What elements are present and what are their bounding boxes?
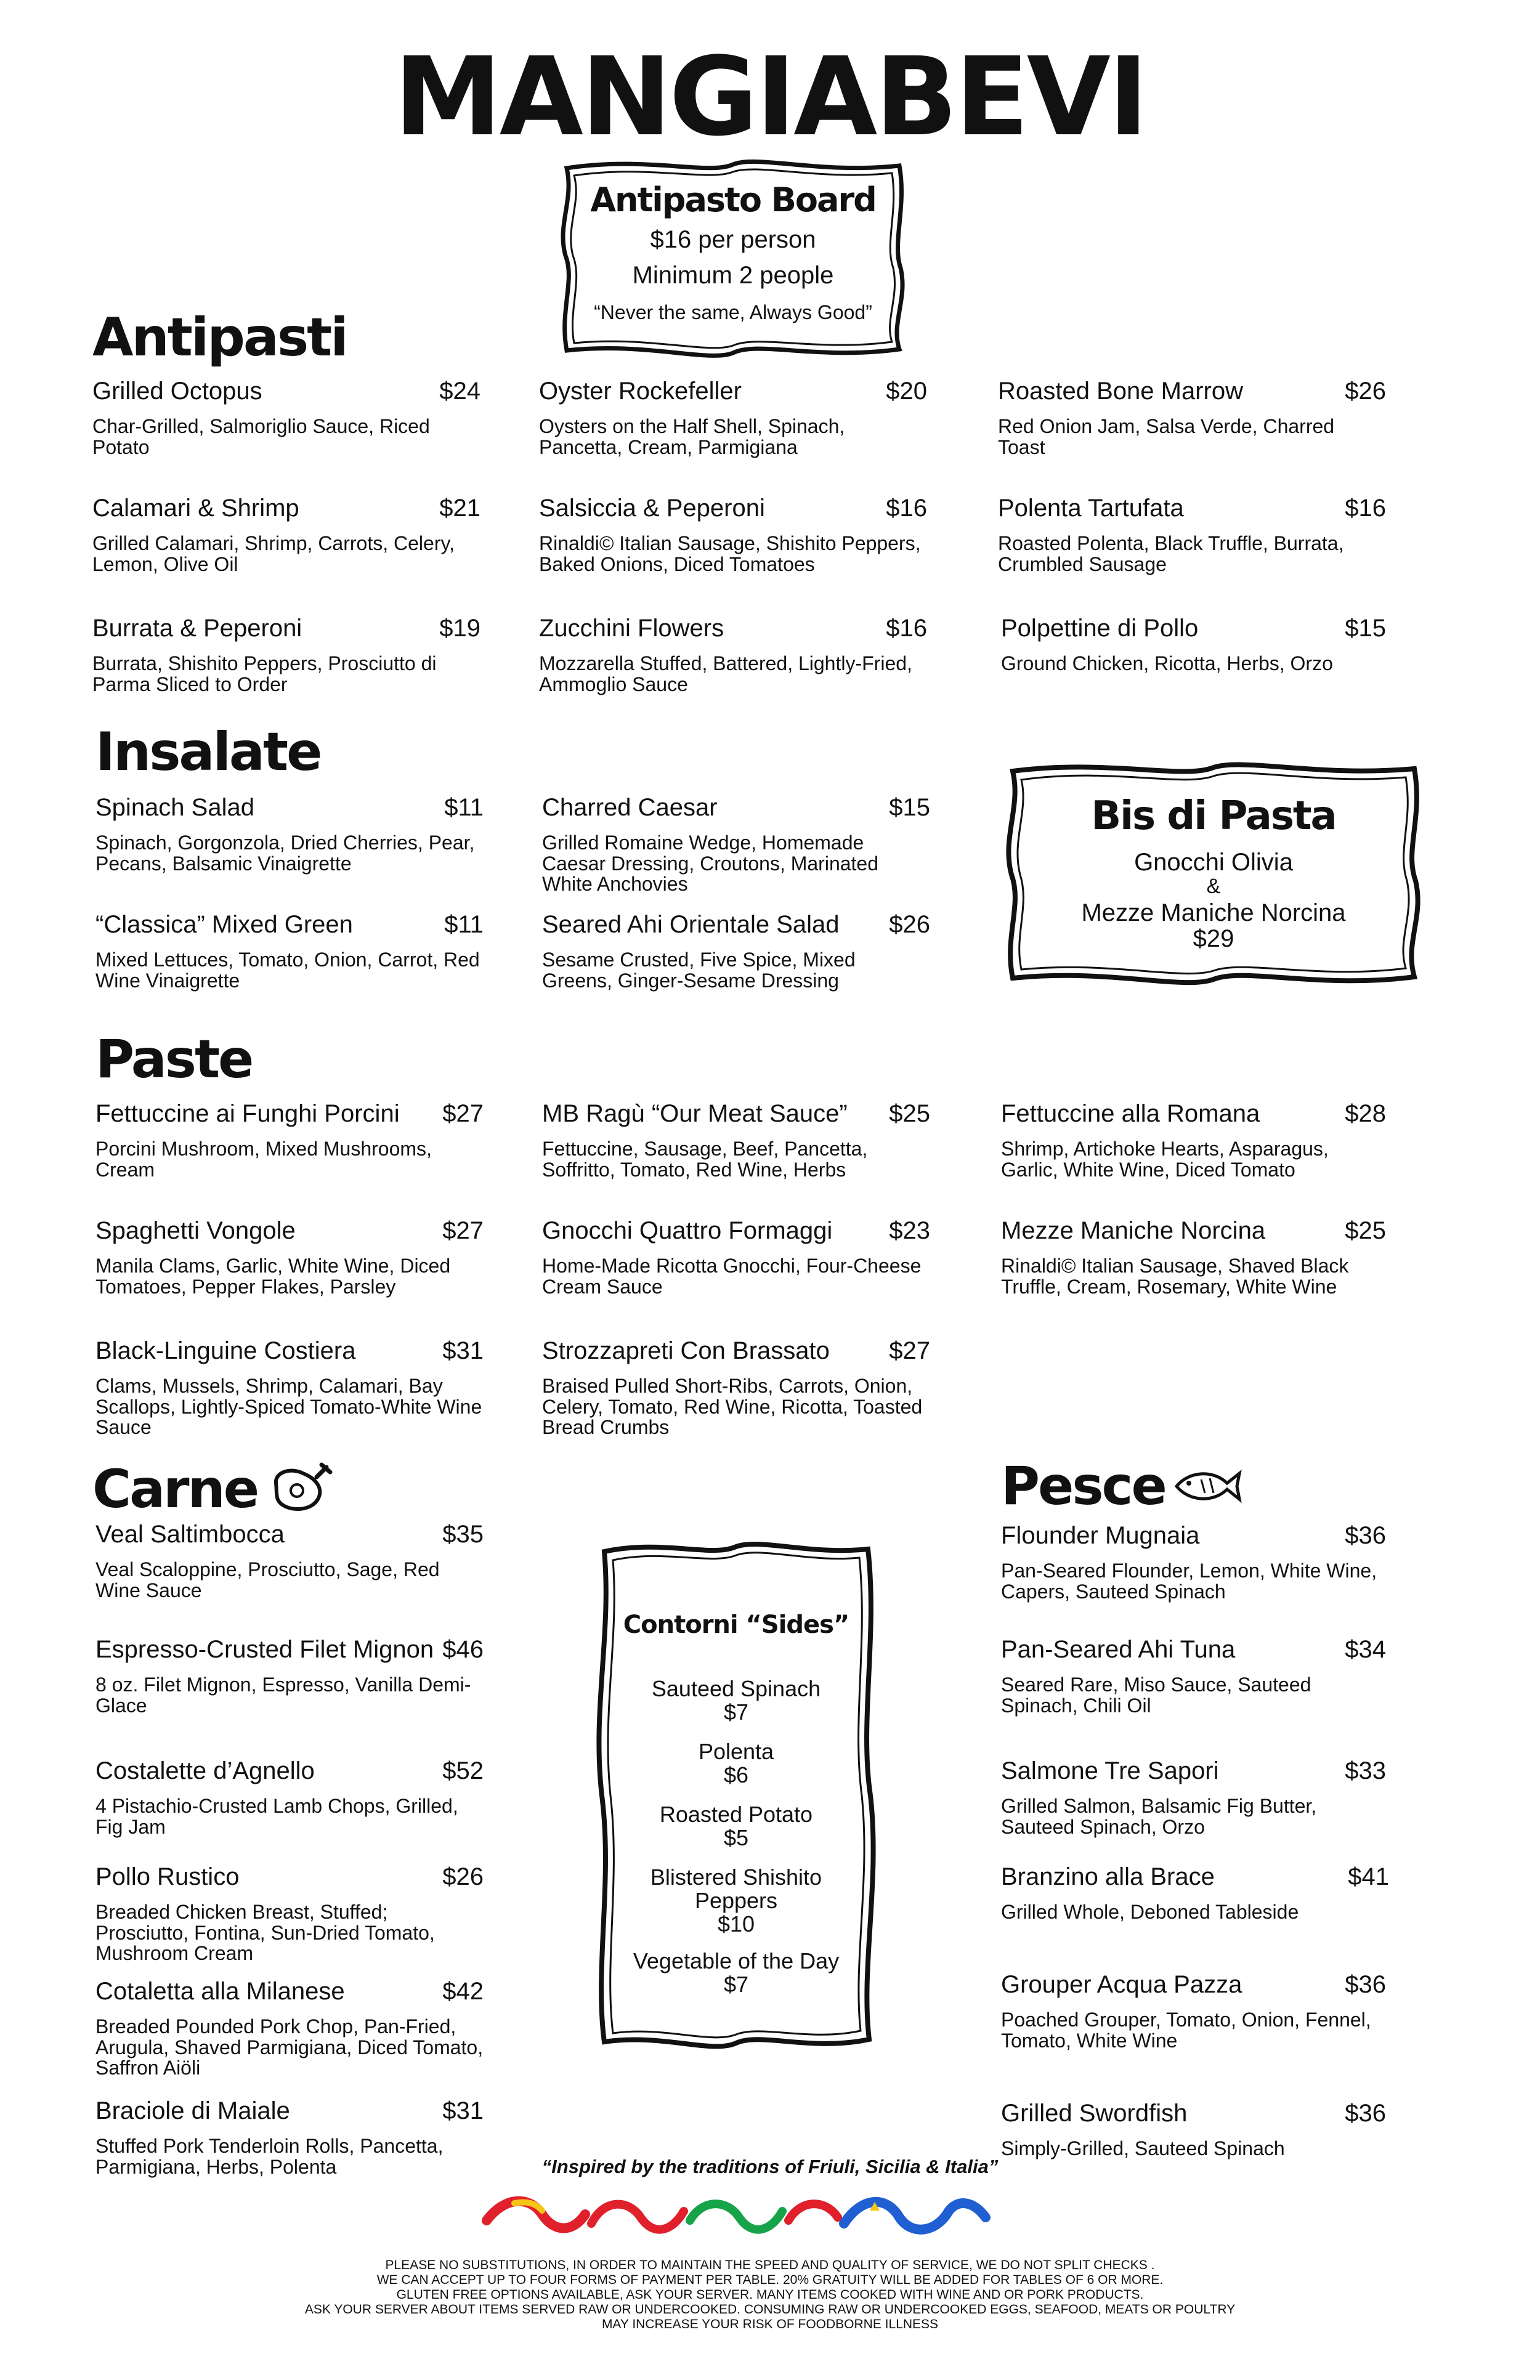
item-name: Pollo Rustico <box>95 1863 240 1890</box>
item-price: $52 <box>442 1757 484 1784</box>
item-description: Roasted Polenta, Black Truffle, Burrata, Crumbled Sausage <box>998 532 1344 575</box>
item-description: Veal Scaloppine, Prosciutto, Sage, Red Wine Sauce <box>95 1558 440 1601</box>
item-price: $31 <box>442 2097 484 2124</box>
item-name: Espresso-Crusted Filet Mignon <box>95 1636 434 1663</box>
item-price: $27 <box>442 1217 484 1244</box>
item-price: $34 <box>1345 1636 1386 1663</box>
item-price: $46 <box>442 1636 484 1663</box>
bis-di-pasta-line2: Mezze Maniche Norcina <box>1081 899 1346 926</box>
menu-item <box>95 910 484 991</box>
item-description: Braised Pulled Short-Ribs, Carrots, Onion, Celery, Tomato, Red Wine, Ricotta, Toasted Bread Crumbs <box>542 1375 923 1439</box>
item-name: Calamari & Shrimp <box>92 495 299 522</box>
contorni-title: Contorni “Sides” <box>623 1611 849 1639</box>
item-description: Shrimp, Artichoke Hearts, Asparagus, Garlic, White Wine, Diced Tomato <box>1001 1138 1329 1181</box>
menu-item <box>1001 1757 1386 1837</box>
item-description: Mixed Lettuces, Tomato, Onion, Carrot, Red Wine Vinaigrette <box>95 949 480 992</box>
side-item <box>588 1740 884 1787</box>
item-description: Grilled Romaine Wedge, Homemade Caesar Dressing, Croutons, Marinated White Anchovies <box>542 832 879 896</box>
menu-item <box>92 494 480 575</box>
item-name: Spaghetti Vongole <box>95 1217 296 1244</box>
item-price: $36 <box>1345 1971 1386 1998</box>
item-name: Pan-Seared Ahi Tuna <box>1001 1636 1236 1663</box>
menu-item <box>539 614 927 695</box>
item-price: $26 <box>889 911 930 938</box>
menu-item <box>998 494 1386 575</box>
item-description: Char-Grilled, Salmoriglio Sauce, Riced Potato <box>92 415 430 458</box>
item-description: Oysters on the Half Shell, Spinach, Pancetta, Cream, Parmigiana <box>539 415 845 458</box>
item-name: Polpettine di Pollo <box>1001 615 1199 642</box>
bis-di-pasta-box <box>998 758 1429 989</box>
item-name: Mezze Maniche Norcina <box>1001 1217 1266 1244</box>
menu-item <box>539 494 927 575</box>
side-item <box>644 1866 829 1935</box>
steak-icon <box>262 1459 336 1520</box>
legal-line: WE CAN ACCEPT UP TO FOUR FORMS OF PAYMENT PER TABLE. 20% GRATUITY WILL BE ADDED FOR TABLES OF 6 OR MORE. <box>376 2273 1164 2287</box>
bis-di-pasta-price: $29 <box>1193 925 1234 952</box>
section-carne <box>92 1459 336 1520</box>
side-name: Vegetable of the Day <box>633 1948 840 1973</box>
side-name: Blistered Shishito Peppers <box>650 1864 822 1913</box>
menu-item <box>542 793 930 895</box>
menu-item <box>1001 2099 1386 2159</box>
menu-item <box>95 1757 484 1837</box>
legal-notice <box>0 2258 1540 2332</box>
item-name: Strozzapreti Con Brassato <box>542 1337 830 1364</box>
section-pesce <box>1001 1455 1244 1517</box>
item-description: Home-Made Ricotta Gnocchi, Four-Cheese Cream Sauce <box>542 1255 922 1298</box>
item-name: Cotaletta alla Milanese <box>95 1978 345 2005</box>
item-price: $33 <box>1345 1757 1386 1784</box>
legal-line: MAY INCREASE YOUR RISK OF FOODBORNE ILLNESS <box>601 2317 939 2331</box>
menu-item <box>542 910 930 991</box>
menu-item <box>1001 614 1386 674</box>
antipasto-board-minimum: Minimum 2 people <box>632 262 834 289</box>
bis-di-pasta-title: Bis di Pasta <box>1091 793 1336 839</box>
antipasto-board-tagline: “Never the same, Always Good” <box>594 301 872 323</box>
item-price: $11 <box>444 794 484 821</box>
item-name: Braciole di Maiale <box>95 2097 290 2124</box>
antipasto-board-price: $16 per person <box>650 226 816 253</box>
legal-line: PLEASE NO SUBSTITUTIONS, IN ORDER TO MAINTAIN THE SPEED AND QUALITY OF SERVICE, WE DO NOT SPLIT CHECKS . <box>385 2258 1155 2272</box>
item-name: Flounder Mugnaia <box>1001 1522 1200 1549</box>
menu-item <box>95 1977 484 2079</box>
item-description: Fettuccine, Sausage, Beef, Pancetta, Soffritto, Tomato, Red Wine, Herbs <box>542 1138 868 1181</box>
item-description: Seared Rare, Miso Sauce, Sauteed Spinach, Chili Oil <box>1001 1674 1311 1717</box>
menu-item <box>542 1337 930 1438</box>
item-name: Spinach Salad <box>95 794 254 821</box>
menu-item <box>92 614 480 695</box>
side-price: $5 <box>723 1824 749 1850</box>
menu-item <box>1001 1863 1389 1923</box>
item-description: Simply-Grilled, Sauteed Spinach <box>1001 2137 1285 2159</box>
menu-item <box>95 1216 484 1297</box>
item-description: Spinach, Gorgonzola, Dried Cherries, Pear, Pecans, Balsamic Vinaigrette <box>95 832 475 875</box>
item-description: Stuffed Pork Tenderloin Rolls, Pancetta, Parmigiana, Herbs, Polenta <box>95 2135 444 2178</box>
item-price: $36 <box>1345 2100 1386 2127</box>
item-price: $11 <box>444 911 484 938</box>
item-price: $25 <box>889 1100 930 1127</box>
bis-di-pasta-line1: Gnocchi Olivia <box>1134 849 1293 876</box>
antipasto-board-box <box>554 157 912 360</box>
side-price: $7 <box>723 1699 749 1725</box>
menu-item <box>539 377 927 458</box>
item-name: Polenta Tartufata <box>998 495 1184 522</box>
item-price: $25 <box>1345 1217 1386 1244</box>
side-price: $7 <box>723 1971 749 1997</box>
antipasto-board-title: Antipasto Board <box>590 180 876 219</box>
item-description: Grilled Salmon, Balsamic Fig Butter, Sauteed Spinach, Orzo <box>1001 1795 1317 1838</box>
item-price: $16 <box>886 615 927 642</box>
item-price: $15 <box>889 794 930 821</box>
item-price: $26 <box>442 1863 484 1890</box>
menu-item <box>1001 1216 1386 1297</box>
item-description: Pan-Seared Flounder, Lemon, White Wine, Capers, Sauteed Spinach <box>1001 1560 1377 1603</box>
item-name: MB Ragù “Our Meat Sauce” <box>542 1100 848 1127</box>
item-description: 8 oz. Filet Mignon, Espresso, Vanilla Demi-Glace <box>95 1674 471 1717</box>
item-name: Salmone Tre Sapori <box>1001 1757 1219 1784</box>
contorni-box <box>588 1537 884 2054</box>
item-description: Ground Chicken, Ricotta, Herbs, Orzo <box>1001 652 1333 674</box>
item-name: Black-Linguine Costiera <box>95 1337 356 1364</box>
item-name: Charred Caesar <box>542 794 718 821</box>
item-name: Burrata & Peperoni <box>92 615 302 642</box>
footer-quote: “Inspired by the traditions of Friuli, Sicilia & Italia” <box>541 2156 999 2177</box>
item-price: $42 <box>442 1978 484 2005</box>
item-name: Gnocchi Quattro Formaggi <box>542 1217 833 1244</box>
section-insalate: Insalate <box>95 721 321 783</box>
item-name: Grilled Octopus <box>92 378 262 405</box>
menu-item <box>1001 1970 1386 2051</box>
item-price: $19 <box>439 615 480 642</box>
item-name: Grilled Swordfish <box>1001 2100 1188 2127</box>
item-price: $16 <box>886 495 927 522</box>
item-description: Manila Clams, Garlic, White Wine, Diced Tomatoes, Pepper Flakes, Parsley <box>95 1255 451 1298</box>
item-price: $24 <box>439 378 480 405</box>
menu-item <box>542 1216 930 1297</box>
bis-di-pasta-amp: & <box>1206 875 1221 898</box>
legal-line: ASK YOUR SERVER ABOUT ITEMS SERVED RAW OR UNDERCOOKED. CONSUMING RAW OR UNDERCOOKED EGGS, SEAFOOD, MEATS OR POULTRY <box>304 2302 1236 2317</box>
menu-item <box>95 1337 484 1438</box>
regional-colors-logo <box>480 2190 1010 2245</box>
item-price: $26 <box>1345 378 1386 405</box>
item-name: Fettuccine ai Funghi Porcini <box>95 1100 400 1127</box>
item-description: Grilled Whole, Deboned Tableside <box>1001 1901 1299 1923</box>
item-price: $15 <box>1345 615 1386 642</box>
side-name: Roasted Potato <box>659 1802 813 1827</box>
menu-item <box>1001 1635 1386 1716</box>
legal-line: GLUTEN FREE OPTIONS AVAILABLE, ASK YOUR SERVER. MANY ITEMS COOKED WITH WINE AND OR PORK PRODUCTS. <box>396 2288 1144 2302</box>
restaurant-title: MANGIABEVI <box>394 34 1146 160</box>
item-description: Mozzarella Stuffed, Battered, Lightly-Fried, Ammoglio Sauce <box>539 652 912 695</box>
item-price: $36 <box>1345 1522 1386 1549</box>
item-price: $28 <box>1345 1100 1386 1127</box>
item-name: Seared Ahi Orientale Salad <box>542 911 840 938</box>
item-price: $31 <box>442 1337 484 1364</box>
item-price: $27 <box>442 1100 484 1127</box>
item-price: $35 <box>442 1521 484 1548</box>
item-description: 4 Pistachio-Crusted Lamb Chops, Grilled, Fig Jam <box>95 1795 458 1838</box>
item-name: Branzino alla Brace <box>1001 1863 1215 1890</box>
section-pesce-label: Pesce <box>1001 1455 1165 1517</box>
menu-item <box>1001 1099 1386 1180</box>
menu-item <box>95 1635 484 1716</box>
item-name: Zucchini Flowers <box>539 615 724 642</box>
item-description: Porcini Mushroom, Mixed Mushrooms, Cream <box>95 1138 432 1181</box>
item-description: Breaded Pounded Pork Chop, Pan-Fried, Arugula, Shaved Parmigiana, Diced Tomato, Saffron Aiöli <box>95 2015 484 2079</box>
item-name: Salsiccia & Peperoni <box>539 495 765 522</box>
side-item <box>588 1803 884 1850</box>
side-name: Polenta <box>698 1739 774 1764</box>
item-description: Breaded Chicken Breast, Stuffed; Prosciutto, Fontina, Sun-Dried Tomato, Mushroom Cream <box>95 1901 435 1965</box>
item-name: Costalette d’Agnello <box>95 1757 315 1784</box>
item-name: “Classica” Mixed Green <box>95 911 353 938</box>
item-price: $21 <box>439 495 480 522</box>
side-price: $10 <box>717 1911 755 1937</box>
section-antipasti: Antipasti <box>92 307 347 368</box>
section-carne-label: Carne <box>92 1459 258 1520</box>
menu-item <box>998 377 1386 458</box>
fish-icon <box>1170 1465 1244 1508</box>
item-description: Clams, Mussels, Shrimp, Calamari, Bay Scallops, Lightly-Spiced Tomato-White Wine Sauce <box>95 1375 482 1439</box>
item-name: Grouper Acqua Pazza <box>1001 1971 1242 1998</box>
item-description: Red Onion Jam, Salsa Verde, Charred Toast <box>998 415 1335 458</box>
section-paste: Paste <box>95 1029 253 1090</box>
menu-item <box>542 1099 930 1180</box>
item-price: $41 <box>1348 1863 1389 1890</box>
item-description: Poached Grouper, Tomato, Onion, Fennel, Tomato, White Wine <box>1001 2009 1371 2052</box>
menu-item <box>95 793 484 874</box>
item-name: Veal Saltimbocca <box>95 1521 285 1548</box>
item-name: Oyster Rockefeller <box>539 378 742 405</box>
side-item <box>588 1677 884 1724</box>
item-name: Fettuccine alla Romana <box>1001 1100 1260 1127</box>
item-description: Sesame Crusted, Five Spice, Mixed Greens, Ginger-Sesame Dressing <box>542 949 856 992</box>
menu-item <box>1001 1521 1386 1602</box>
menu-item <box>95 1863 484 1964</box>
menu-item <box>92 377 480 458</box>
item-price: $23 <box>889 1217 930 1244</box>
item-description: Rinaldi© Italian Sausage, Shaved Black Truffle, Cream, Rosemary, White Wine <box>1001 1255 1349 1298</box>
side-name: Sauteed Spinach <box>651 1676 821 1701</box>
item-price: $16 <box>1345 495 1386 522</box>
item-description: Burrata, Shishito Peppers, Prosciutto di Parma Sliced to Order <box>92 652 437 695</box>
item-description: Rinaldi© Italian Sausage, Shishito Peppers, Baked Onions, Diced Tomatoes <box>539 532 921 575</box>
item-description: Grilled Calamari, Shrimp, Carrots, Celery, Lemon, Olive Oil <box>92 532 455 575</box>
side-price: $6 <box>723 1762 749 1787</box>
side-item <box>588 1949 884 1996</box>
item-price: $27 <box>889 1337 930 1364</box>
item-price: $20 <box>886 378 927 405</box>
item-name: Roasted Bone Marrow <box>998 378 1243 405</box>
menu-item <box>95 1520 484 1601</box>
menu-item <box>95 1099 484 1180</box>
